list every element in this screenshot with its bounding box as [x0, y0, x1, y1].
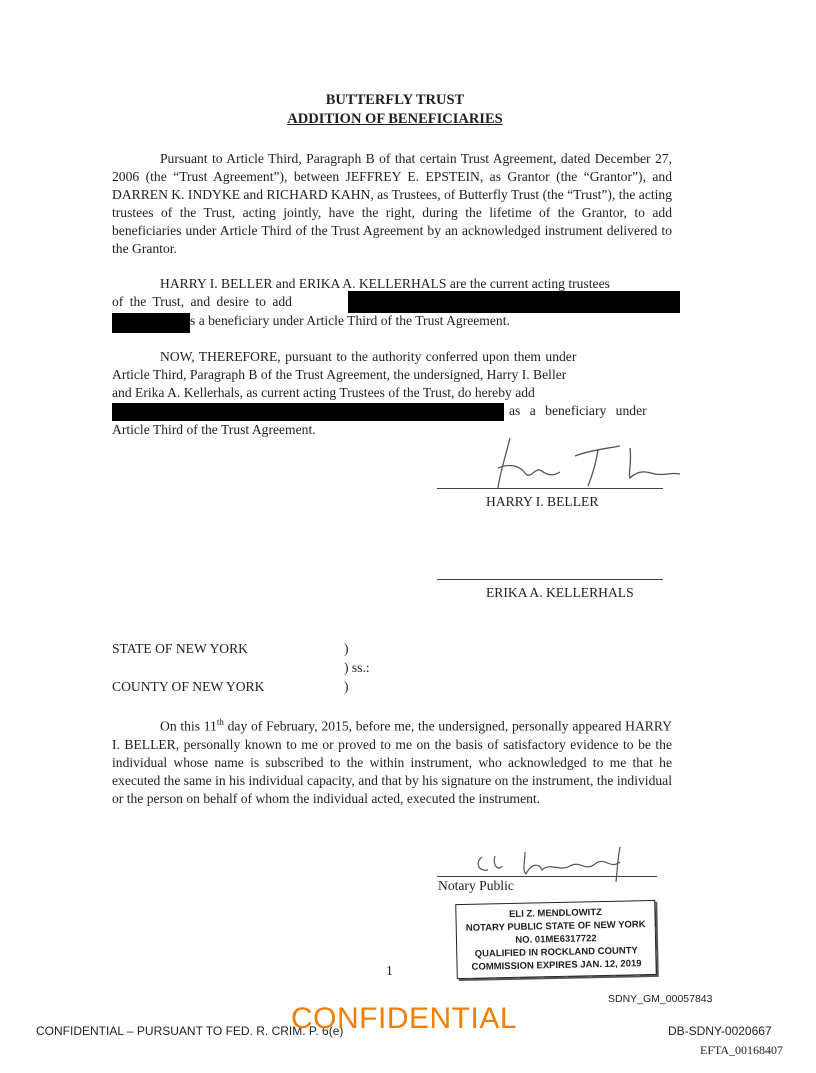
paragraph-resolution-line3: and Erika A. Kellerhals, as current acting Trustees of the Trust, do hereby add	[112, 385, 535, 400]
venue-bracket: )	[344, 679, 349, 694]
acknowledgment-paragraph	[112, 713, 672, 808]
paragraph-resolution-line2: Article Third, Paragraph B of the Trust Agreement, the undersigned, Harry I. Beller	[112, 367, 567, 382]
stamp-line: QUALIFIED IN ROCKLAND COUNTY	[474, 945, 638, 960]
stamp-line: NOTARY PUBLIC STATE OF NEW YORK	[465, 919, 646, 934]
ack-text-rest: day of February, 2015, before me, the undersigned, personally appeared HARRY I. BELLER, personally known to me or proved to me on the basis of satisfactory evidence to be the individual whose name is subscribed to the within instrument, who acknowledged to me that he executed the same in his individual capacity, and that by his signature on the instrument, the individual or the person on behalf of whom the individual acted, executed the instrument.	[112, 718, 673, 806]
paragraph-resolution-line5: Article Third of the Trust Agreement.	[112, 422, 316, 437]
paragraph-recital: Pursuant to Article Third, Paragraph B of that certain Trust Agreement, dated December 27, 2006 (the “Trust Agreement”), between JEFFREY E. EPSTEIN, as Grantor (the “Grantor”), and DARREN K. INDYKE and RICHARD KAHN, as Trustees, of Butterfly Trust (the “Trust”), the acting trustees of the Trust, acting jointly, have the right, during the lifetime of the Grantor, to add beneficiaries under Article Third of the Trust Agreement by an acknowledged instrument delivered to the Grantor.	[112, 151, 672, 256]
bates-number-db: DB-SDNY-0020667	[668, 1024, 772, 1038]
document-subtitle: ADDITION OF BENEFICIARIES	[287, 111, 503, 127]
ack-superscript: th	[216, 717, 224, 727]
venue-bracket: )	[344, 641, 349, 656]
paragraph-trustees-line1: HARRY I. BELLER and ERIKA A. KELLERHALS are the current acting trustees	[160, 276, 610, 291]
venue-county: COUNTY OF NEW YORK	[112, 679, 265, 694]
notary-public-label: Notary Public	[438, 878, 514, 893]
venue-ss: ) ss.:	[344, 660, 370, 675]
signature-line	[437, 488, 663, 489]
stamp-line: COMMISSION EXPIRES JAN. 12, 2019	[471, 958, 642, 973]
paragraph-resolution-line4: as a beneficiary under	[509, 403, 647, 418]
confidential-watermark: CONFIDENTIAL	[291, 1002, 518, 1035]
page-number: 1	[386, 963, 393, 978]
redaction-box	[348, 291, 680, 313]
document-title: BUTTERFLY TRUST	[325, 92, 465, 108]
paragraph-resolution-line1: NOW, THEREFORE, pursuant to the authority conferred upon them under	[160, 349, 577, 364]
stamp-name: ELI Z. MENDLOWITZ	[508, 907, 602, 920]
venue-state: STATE OF NEW YORK	[112, 641, 248, 656]
efta-number: EFTA_00168407	[700, 1043, 784, 1057]
bates-number: SDNY_GM_00057843	[608, 993, 713, 1005]
signature-line	[437, 579, 663, 580]
paragraph-trustees-line2: of the Trust, and desire to add	[112, 294, 292, 309]
confidential-notice: CONFIDENTIAL – PURSUANT TO FED. R. CRIM. P. 6(e)	[36, 1024, 344, 1038]
notary-stamp	[455, 900, 657, 979]
redaction-box	[112, 313, 190, 333]
stamp-line: NO. 01ME6317722	[515, 933, 597, 946]
signature-line	[437, 876, 657, 877]
ack-text-start: On this 11	[160, 718, 217, 734]
signer-name-kellerhals: ERIKA A. KELLERHALS	[486, 585, 634, 600]
signer-name-beller: HARRY I. BELLER	[486, 494, 599, 509]
paragraph-trustees-line3: s a beneficiary under Article Third of the Trust Agreement.	[190, 313, 510, 328]
redaction-box	[112, 403, 504, 421]
